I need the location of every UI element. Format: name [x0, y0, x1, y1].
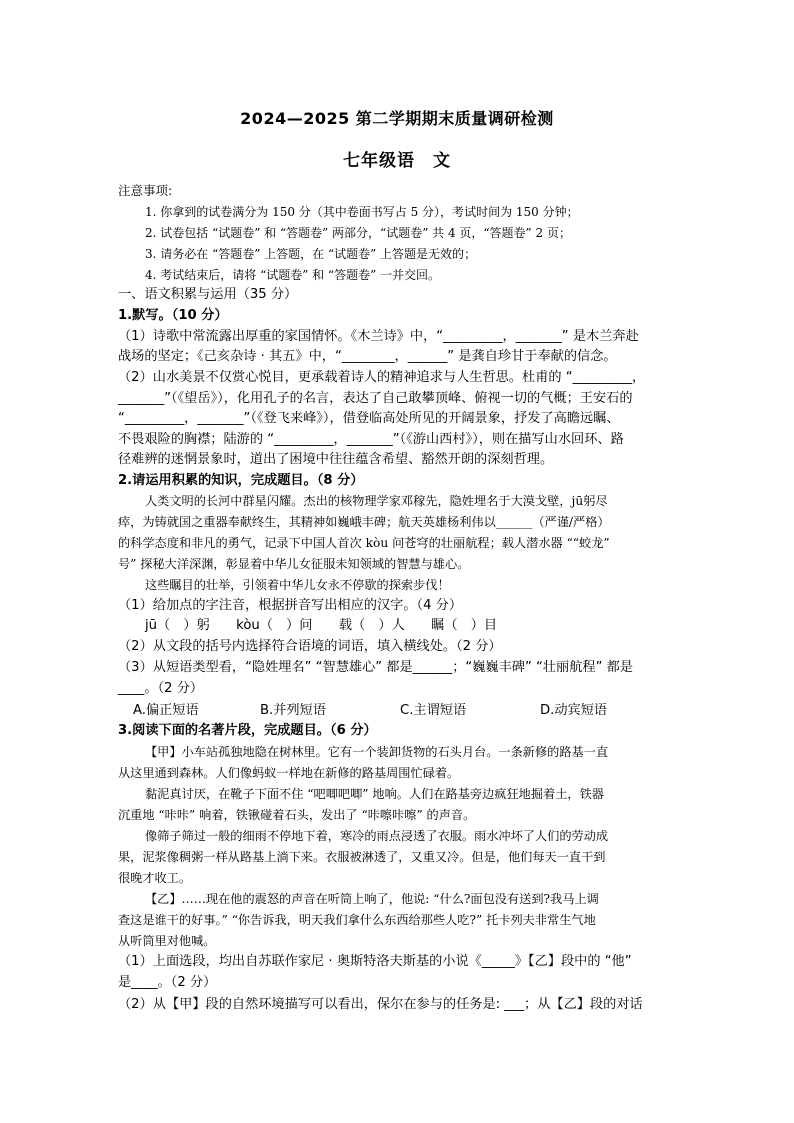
- question-3-passage: 黏泥真讨厌，在靴子下面不住 “吧唧吧唧” 地响。人们在路基旁边疯狂地掘着土，铁器: [145, 787, 604, 801]
- question-2-heading: 2.请运用积累的知识，完成题目。（8 分）: [118, 473, 364, 488]
- exam-subject: 七年级语 文: [343, 151, 451, 171]
- section-heading: 一、语文积累与运用（35 分）: [118, 287, 298, 302]
- option-a: A.偏正短语: [133, 703, 199, 718]
- question-1-text: “_________，_______”（《登飞来峰》），借登临高处所见的开阔景象，抒发了高瞻远瞩、: [118, 411, 620, 426]
- question-3-passage: 【甲】小车站孤独地隐在树林里。它有一个装卸货物的石头月台。一条新修的路基一直: [145, 745, 609, 759]
- question-3-sub: （2）从【甲】段的自然环境描写可以看出，保尔在参与的任务是: ___；从【乙】段的对话: [118, 997, 643, 1012]
- question-2-sub: （1）给加点的字注音，根据拼音写出相应的汉字。（4 分）: [118, 598, 463, 613]
- notice-item: 4. 考试结束后，请将 “试题卷” 和 “答题卷” 一并交回。: [145, 268, 441, 282]
- option-d: D.动宾短语: [540, 703, 608, 718]
- question-3-passage: 从听筒里对他喊。: [118, 934, 216, 948]
- question-3-passage: 查这是谁干的好事。” “你告诉我，明天我们拿什么东西给那些人吃?” 托卡列夫非常生气地: [118, 913, 596, 927]
- question-2-sub: jū（ ）躬 kòu（ ）问 载（ ）人 瞩（ ）目: [145, 618, 498, 633]
- notice-item: 1. 你拿到的试卷满分为 150 分（其中卷面书写占 5 分），考试时间为 150 分钟；: [145, 205, 579, 219]
- question-1-text: 战场的坚定；《己亥杂诗 · 其五》中，“________，______” 是龚自珍甘于奉献的信念。: [118, 349, 617, 364]
- question-2-sub: （2）从文段的括号内选择符合语境的词语，填入横线处。（2 分）: [118, 639, 502, 654]
- question-3-passage: 沉重地 “咔咔” 响着，铁锹碰着石头，发出了 “咔嚓咔嚓” 的声音。: [118, 808, 476, 822]
- question-2-sub: ____。（2 分）: [118, 681, 204, 696]
- question-2-passage: 的科学态度和非凡的勇气，记录下中国人首次 kòu 问苍穹的壮丽航程；载人潜水器 ““蛟龙”: [118, 536, 610, 550]
- question-2-passage: 人类文明的长河中群星闪耀。杰出的核物理学家邓稼先，隐姓埋名于大漠戈壁，jū躬尽: [145, 494, 608, 508]
- question-3-passage: 【乙】……现在他的震怒的声音在听筒上响了，他说: “什么?面包没有送到?我马上调: [145, 892, 599, 906]
- question-2-passage: 瘁，为铸就国之重器奉献终生，其精神如巍峨丰碑；航天英雄杨利伟以______（严谨/严格）: [118, 515, 610, 529]
- question-1-text: 径难辨的迷惘景象时，道出了困境中往往蕴含希望、豁然开朗的深刻哲理。: [118, 452, 554, 467]
- question-2-sub: （3）从短语类型看，“隐姓埋名” “智慧雄心” 都是______；“巍巍丰碑” “壮丽航程” 都是: [118, 660, 633, 675]
- question-2-passage: 这些瞩目的壮举，引领着中华儿女永不停歇的探索步伐！: [145, 578, 450, 592]
- question-3-passage: 很晚才收工。: [118, 871, 192, 885]
- option-c: C.主谓短语: [400, 703, 467, 718]
- question-1-text: _______”（《望岳》），化用孔子的名言，表达了自己敢攀顶峰、俯视一切的气概；王安石的: [118, 391, 633, 406]
- question-3-passage: 果，泥浆像稠粥一样从路基上淌下来。衣服被淋透了，又重又冷。但是，他们每天一直干到: [118, 850, 606, 864]
- question-1-text: （2）山水美景不仅赏心悦目，更承载着诗人的精神追求与人生哲思。杜甫的 “_________，: [118, 370, 646, 385]
- notice-item: 3. 请务必在 “答题卷” 上答题，在 “试题卷” 上答题是无效的；: [145, 247, 477, 261]
- question-1-text: 不畏艰险的胸襟；陆游的 “_________，_______”（《游山西村》），则在描写山水回环、路: [118, 432, 624, 447]
- option-b: B.并列短语: [260, 703, 326, 718]
- question-1-text: （1）诗歌中常流露出厚重的家国情怀。《木兰诗》中，“_________，_______” 是木兰奔赴: [118, 329, 639, 344]
- exam-title: 2024—2025 第二学期期末质量调研检测: [240, 109, 554, 128]
- question-3-sub: 是____。（2 分）: [118, 975, 217, 990]
- question-2-passage: 号” 探秘大洋深渊，彰显着中华儿女征服未知领域的智慧与雄心。: [118, 557, 470, 571]
- question-3-passage: 像筛子筛过一般的细雨不停地下着，寒冷的雨点浸透了衣服。雨水冲坏了人们的劳动成: [145, 829, 609, 843]
- question-3-passage: 从这里通到森林。人们像蚂蚁一样地在新修的路基周围忙碌着。: [118, 766, 460, 780]
- question-3-heading: 3.阅读下面的名著片段，完成题目。（6 分）: [118, 723, 377, 738]
- question-3-sub: （1）上面选段，均出自苏联作家尼 · 奥斯特洛夫斯基的小说《_____》【乙】段中的 “他”: [118, 954, 632, 969]
- notice-item: 2. 试卷包括 “试题卷” 和 “答题卷” 两部分，“试题卷” 共 4 页，“答题卷” 2 页；: [145, 226, 571, 240]
- notice-heading: 注意事项:: [118, 183, 173, 198]
- question-1-heading: 1.默写。（10 分）: [118, 308, 228, 323]
